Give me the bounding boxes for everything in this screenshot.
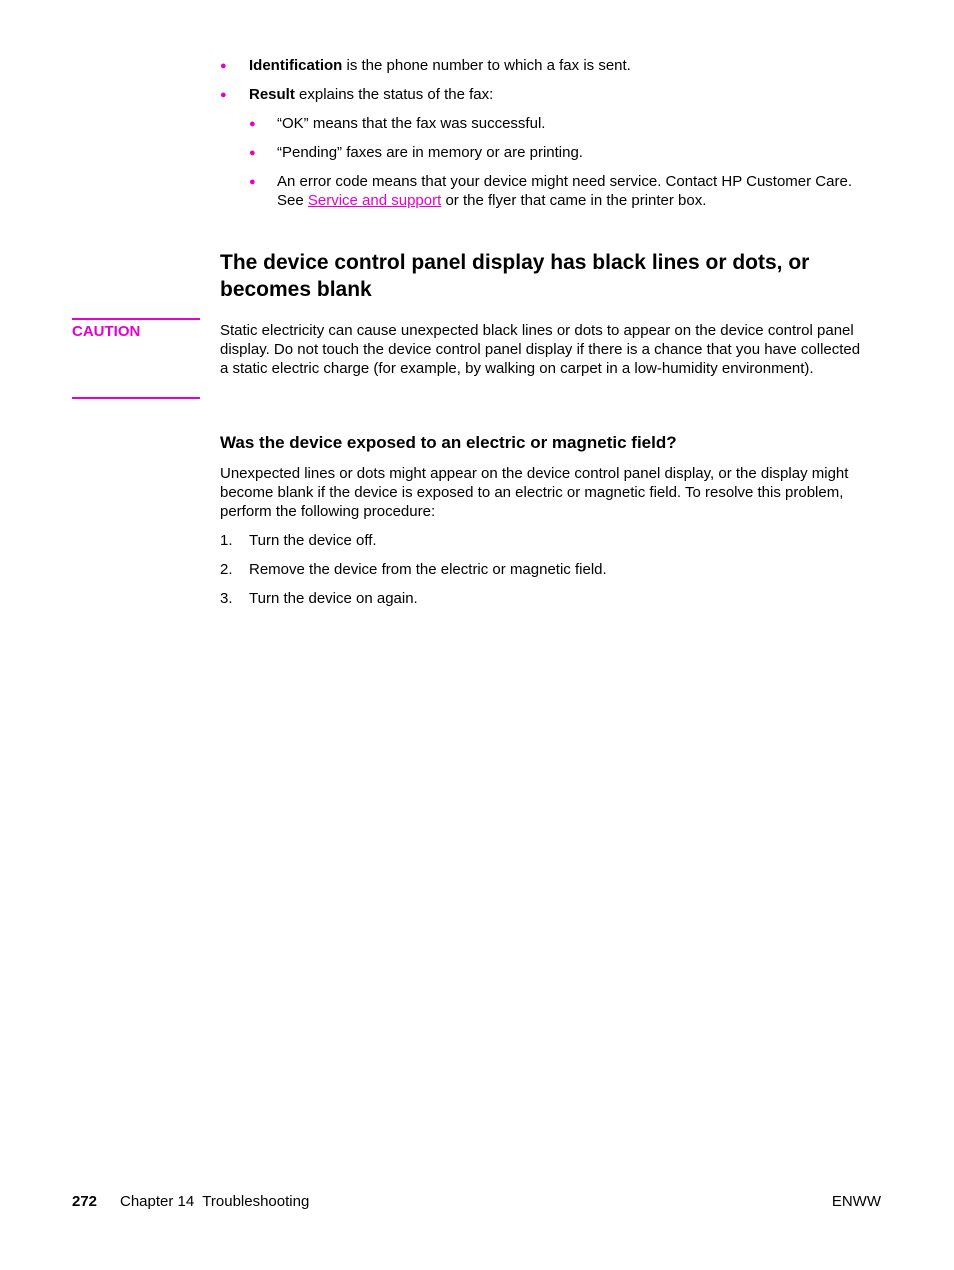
bullet-desc: explains the status of the fax:: [294, 86, 494, 103]
sub-bullet-text: “OK” means that the fax was successful.: [277, 115, 546, 132]
sub-bullet-text-after: or the flyer that came in the printer box.: [441, 192, 707, 209]
bullet-dot-icon: ●: [249, 118, 256, 130]
bullet-term: Identification: [249, 57, 343, 74]
bullet-text: [249, 85, 493, 104]
page-number: 272: [72, 1193, 98, 1210]
bullet-desc: is the phone number to which a fax is sent.: [342, 57, 631, 74]
step-text: Remove the device from the electric or magnetic field.: [249, 561, 607, 578]
bullet-dot-icon: ●: [249, 147, 256, 159]
subsection-body: Unexpected lines or dots might appear on the device control panel display, or the display might become blank if the device is exposed to an electric or magnetic field. To resolve this problem, perform the following procedure:: [220, 465, 849, 520]
service-and-support-link[interactable]: Service and support: [307, 192, 442, 209]
caution-bottom-rule: [72, 397, 200, 399]
bullet-dot-icon: ●: [249, 176, 256, 188]
caution-top-rule: [72, 318, 200, 320]
sub-bullet-text: “Pending” faxes are in memory or are printing.: [277, 144, 583, 161]
step-number: 2.: [220, 561, 233, 578]
section-heading: The device control panel display has black lines or dots, or becomes blank: [220, 251, 810, 301]
step-text: Turn the device on again.: [249, 590, 418, 607]
sub-bullet-text: [277, 172, 867, 210]
bullet-dot-icon: ●: [220, 89, 227, 101]
step-number: 1.: [220, 532, 233, 549]
bullet-term: Result: [249, 86, 295, 103]
footer-right: ENWW: [831, 1193, 881, 1210]
caution-label: CAUTION: [72, 323, 141, 340]
bullet-dot-icon: ●: [220, 60, 227, 72]
step-number: 3.: [220, 590, 233, 607]
step-text: Turn the device off.: [249, 532, 377, 549]
footer-chapter: Chapter 14 Troubleshooting: [120, 1193, 310, 1210]
bullet-text: [249, 56, 631, 75]
subsection-heading: Was the device exposed to an electric or magnetic field?: [220, 433, 677, 452]
caution-text: Static electricity can cause unexpected black lines or dots to appear on the device control panel display. Do not touch the device control panel display if there is a chance that you have collected a static electric charge (for example, by walking on carpet in a low-humidity environment).: [220, 322, 861, 377]
sub-bullet-text-before: An error code means that your device might need service. Contact HP Customer Care. See: [277, 173, 852, 209]
